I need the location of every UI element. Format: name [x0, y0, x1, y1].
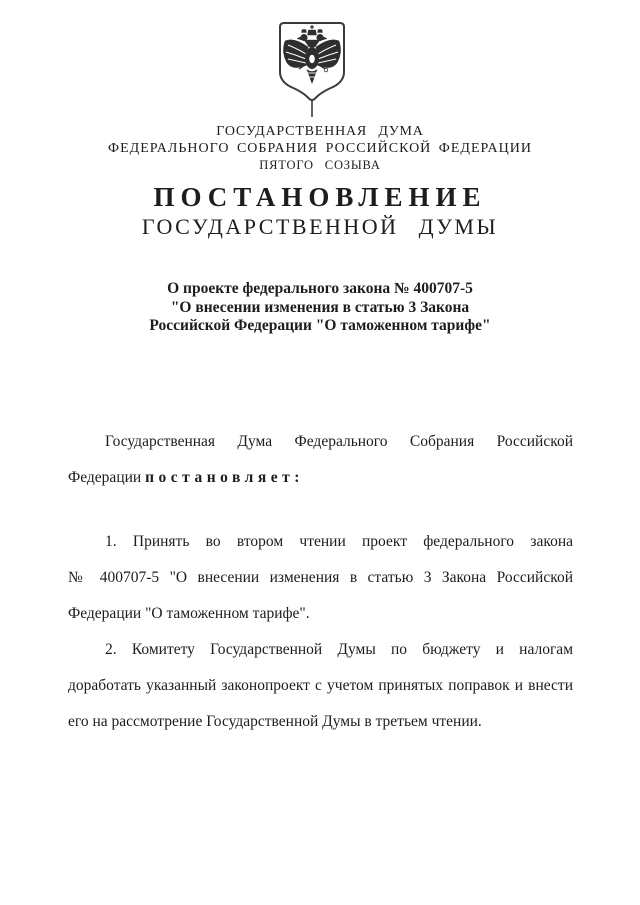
org-name-line1: ГОСУДАРСТВЕННАЯ ДУМА	[216, 124, 424, 139]
org-name-line2: ФЕДЕРАЛЬНОГО СОБРАНИЯ РОССИЙСКОЙ ФЕДЕРАЦИИ	[108, 141, 532, 156]
doc-type-title: ПОСТАНОВЛЕНИЕ	[153, 182, 487, 212]
item2-line3: его на рассмотрение Государственной Думы в третьем чтении.	[68, 713, 482, 730]
document-subject	[0, 280, 640, 336]
coat-of-arms	[276, 20, 348, 119]
intro-line2	[68, 460, 573, 496]
intro-paragraph	[68, 424, 573, 496]
doc-org-title: ГОСУДАРСТВЕННОЙ ДУМЫ	[141, 214, 499, 239]
item1-line2: № 400707-5 "О внесении изменения в статью 3 Закона Российской	[68, 569, 573, 586]
intro-line1: Государственная Дума Федерального Собрания Российской	[105, 433, 573, 450]
org-convocation: ПЯТОГО СОЗЫВА	[259, 158, 381, 172]
document-title	[0, 182, 640, 240]
item2-line1: 2. Комитету Государственной Думы по бюджету и налогам	[105, 641, 573, 658]
item1-line3: Федерации "О таможенном тарифе".	[68, 605, 310, 622]
item2-paragraph	[68, 632, 573, 740]
item1-paragraph	[68, 524, 573, 632]
intro-line2-prefix: Федерации	[68, 469, 146, 486]
org-header	[0, 124, 640, 174]
subject-line3: Российской Федерации "О таможенном тарифе"	[149, 317, 491, 334]
resolves-word: постановляет:	[145, 469, 304, 486]
item1-line1: 1. Принять во втором чтении проект федерального закона	[105, 533, 573, 550]
subject-line2: "О внесении изменения в статью 3 Закона	[170, 298, 470, 316]
double-eagle-emblem	[276, 20, 348, 119]
item2-line2: доработать указанный законопроект с учетом принятых поправок и внести	[68, 677, 573, 694]
document-body	[68, 424, 573, 740]
subject-line1: О проекте федерального закона № 400707-5	[167, 280, 473, 297]
